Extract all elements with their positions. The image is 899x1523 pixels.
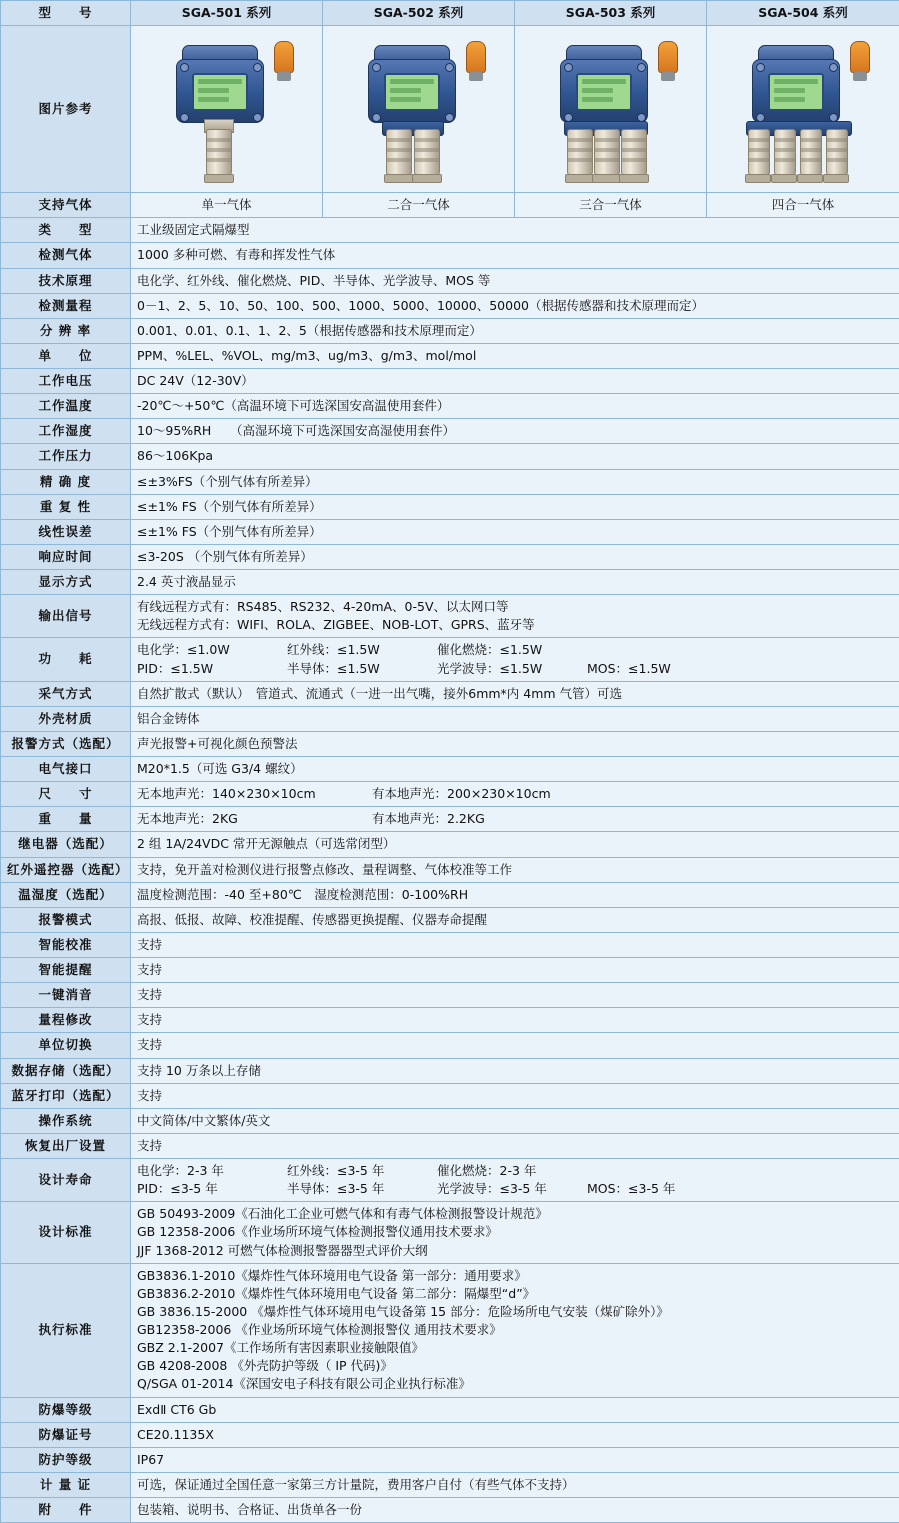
device-image-501 <box>131 26 323 193</box>
power-electrochemical: 电化学：≤1.0W <box>137 641 287 659</box>
size-without-alarm: 无本地声光：140×230×10cm <box>137 785 372 803</box>
lifetime-electrochemical: 电化学：2-3 年 <box>137 1162 287 1180</box>
output-signal-wireless: 无线远程方式有：WIFI、ROLA、ZIGBEE、NOB-LOT、GPRS、蓝牙等 <box>137 616 893 634</box>
power-pid: PID：≤1.5W <box>137 660 287 678</box>
power-semiconductor: 半导体：≤1.5W <box>287 660 437 678</box>
table-row-accuracy <box>1 469 899 494</box>
table-row-voltage <box>1 369 899 394</box>
lifetime-mos: MOS：≤3-5 年 <box>587 1180 675 1198</box>
table-row-bluetooth-print <box>1 1083 899 1108</box>
table-row-alarm-mode <box>1 907 899 932</box>
row-label-bluetooth-print: 蓝牙打印（选配） <box>1 1083 131 1108</box>
row-value-os: 中文简体/中文繁体/英文 <box>131 1108 899 1133</box>
row-value-unit-switch: 支持 <box>131 1033 899 1058</box>
table-row-temp-humidity-option <box>1 882 899 907</box>
table-row-resolution <box>1 318 899 343</box>
table-row-size <box>1 782 899 807</box>
device-image-503 <box>515 26 707 193</box>
row-label-response-time: 响应时间 <box>1 544 131 569</box>
row-label-voltage: 工作电压 <box>1 369 131 394</box>
row-value-type: 工业级固定式隔爆型 <box>131 218 899 243</box>
row-label-temp-humidity-option: 温湿度（选配） <box>1 882 131 907</box>
row-label-humidity: 工作湿度 <box>1 419 131 444</box>
weight-without-alarm: 无本地声光：2KG <box>137 810 372 828</box>
row-label-alarm-mode: 报警模式 <box>1 907 131 932</box>
row-label-type: 类 型 <box>1 218 131 243</box>
table-row-response-time <box>1 544 899 569</box>
table-row-images <box>1 26 899 193</box>
design-standard-line-2: GB 12358-2006《作业场所环境气体检测报警仪通用技术要求》 <box>137 1223 893 1241</box>
table-row-relay <box>1 832 899 857</box>
row-label-power: 功 耗 <box>1 638 131 681</box>
power-catalytic: 催化燃烧：≤1.5W <box>437 641 542 659</box>
row-value-ex-rating: ExdⅡ CT6 Gb <box>131 1397 899 1422</box>
row-label-repeatability: 重 复 性 <box>1 494 131 519</box>
row-value-voltage: DC 24V（12-30V） <box>131 369 899 394</box>
exec-standard-line-1: GB3836.1-2010《爆炸性气体环境用电气设备 第一部分：通用要求》 <box>137 1267 893 1285</box>
row-value-shell-material: 铝合金铸体 <box>131 706 899 731</box>
row-label-ex-rating: 防爆等级 <box>1 1397 131 1422</box>
table-row-display <box>1 570 899 595</box>
row-value-sampling: 自然扩散式（默认） 管道式、流通式（一进一出气嘴，接外6mm*内 4mm 气管）可选 <box>131 681 899 706</box>
design-standard-line-3: JJF 1368-2012 可燃气体检测报警器器型式评价大纲 <box>137 1242 893 1260</box>
row-label-unit: 单 位 <box>1 343 131 368</box>
row-label-exec-standard: 执行标准 <box>1 1263 131 1397</box>
supported-gas-502: 二合一气体 <box>323 193 515 218</box>
power-optical-waveguide: 光学波导：≤1.5W <box>437 660 587 678</box>
row-label-output-signal: 输出信号 <box>1 595 131 638</box>
row-value-temp-humidity-option: 温度检测范围：-40 至+80℃ 湿度检测范围：0-100%RH <box>131 882 899 907</box>
table-row-os <box>1 1108 899 1133</box>
table-row-temperature <box>1 394 899 419</box>
model-503: SGA-503 系列 <box>515 1 707 26</box>
weight-with-alarm: 有本地声光：2.2KG <box>372 810 485 828</box>
table-row-smart-reminder <box>1 958 899 983</box>
row-value-smart-reminder: 支持 <box>131 958 899 983</box>
row-label-alarm-method: 报警方式（选配） <box>1 731 131 756</box>
lifetime-semiconductor: 半导体：≤3-5 年 <box>287 1180 437 1198</box>
row-value-ip-rating: IP67 <box>131 1447 899 1472</box>
table-row-output-signal <box>1 595 899 638</box>
table-row-ex-rating <box>1 1397 899 1422</box>
row-label-factory-reset: 恢复出厂设置 <box>1 1133 131 1158</box>
table-row-type <box>1 218 899 243</box>
row-value-design-standard <box>131 1202 899 1263</box>
exec-standard-line-2: GB3836.2-2010《爆炸性气体环境用电气设备 第二部分：隔爆型“d”》 <box>137 1285 893 1303</box>
row-value-relay: 2 组 1A/24VDC 常开无源触点（可选常闭型） <box>131 832 899 857</box>
exec-standard-line-3: GB 3836.15-2000 《爆炸性气体环境用电气设备第 15 部分：危险场所电气安装（煤矿除外）》 <box>137 1303 893 1321</box>
row-label-unit-switch: 单位切换 <box>1 1033 131 1058</box>
row-value-metrology-certificate: 可选，保证通过全国任意一家第三方计量院，费用客户自付（有些气体不支持） <box>131 1472 899 1497</box>
size-with-alarm: 有本地声光：200×230×10cm <box>372 785 551 803</box>
row-value-technology: 电化学、红外线、催化燃烧、PID、半导体、光学波导、MOS 等 <box>131 268 899 293</box>
row-value-one-key-mute: 支持 <box>131 983 899 1008</box>
device-image-504 <box>707 26 899 193</box>
row-value-accuracy: ≤±3%FS（个别气体有所差异） <box>131 469 899 494</box>
row-value-power <box>131 638 899 681</box>
row-label-model: 型 号 <box>1 1 131 26</box>
row-value-output-signal <box>131 595 899 638</box>
row-label-range-modify: 量程修改 <box>1 1008 131 1033</box>
row-label-metrology-certificate: 计 量 证 <box>1 1472 131 1497</box>
table-row-design-standard <box>1 1202 899 1263</box>
row-label-range: 检测量程 <box>1 293 131 318</box>
table-row-electrical-interface <box>1 757 899 782</box>
row-value-range: 0－1、2、5、10、50、100、500、1000、5000、10000、50000（根据传感器和技术原理而定） <box>131 293 899 318</box>
table-row-linearity <box>1 519 899 544</box>
row-value-bluetooth-print: 支持 <box>131 1083 899 1108</box>
row-value-range-modify: 支持 <box>131 1008 899 1033</box>
table-row-data-storage <box>1 1058 899 1083</box>
table-row-design-lifetime <box>1 1159 899 1202</box>
row-label-electrical-interface: 电气接口 <box>1 757 131 782</box>
table-row-ip-rating <box>1 1447 899 1472</box>
row-label-linearity: 线性误差 <box>1 519 131 544</box>
table-row-range-modify <box>1 1008 899 1033</box>
row-value-linearity: ≤±1% FS（个别气体有所差异） <box>131 519 899 544</box>
row-label-ir-remote: 红外遥控器（选配） <box>1 857 131 882</box>
table-row-repeatability <box>1 494 899 519</box>
row-label-smart-calibration: 智能校准 <box>1 932 131 957</box>
supported-gas-504: 四合一气体 <box>707 193 899 218</box>
row-value-ex-certificate: CE20.1135X <box>131 1422 899 1447</box>
table-row-ir-remote <box>1 857 899 882</box>
model-504: SGA-504 系列 <box>707 1 899 26</box>
table-row-weight <box>1 807 899 832</box>
row-value-humidity: 10～95%RH （高湿环境下可选深国安高湿使用套件） <box>131 419 899 444</box>
row-label-relay: 继电器（选配） <box>1 832 131 857</box>
table-row-exec-standard <box>1 1263 899 1397</box>
table-row-technology <box>1 268 899 293</box>
row-label-supported-gas: 支持气体 <box>1 193 131 218</box>
row-label-accuracy: 精 确 度 <box>1 469 131 494</box>
row-label-one-key-mute: 一键消音 <box>1 983 131 1008</box>
exec-standard-line-4: GB12358-2006 《作业场所环境气体检测报警仪 通用技术要求》 <box>137 1321 893 1339</box>
row-value-repeatability: ≤±1% FS（个别气体有所差异） <box>131 494 899 519</box>
supported-gas-503: 三合一气体 <box>515 193 707 218</box>
model-502: SGA-502 系列 <box>323 1 515 26</box>
table-row-factory-reset <box>1 1133 899 1158</box>
table-row-range <box>1 293 899 318</box>
row-value-alarm-method: 声光报警+可视化颜色预警法 <box>131 731 899 756</box>
row-value-temperature: -20℃～+50℃（高温环境下可选深国安高温使用套件） <box>131 394 899 419</box>
row-label-sampling: 采气方式 <box>1 681 131 706</box>
table-row-detect-gas <box>1 243 899 268</box>
gas-detector-illustration-4 <box>728 33 878 185</box>
table-row-ex-certificate <box>1 1422 899 1447</box>
table-row-smart-calibration <box>1 932 899 957</box>
table-row-humidity <box>1 419 899 444</box>
row-value-response-time: ≤3-20S （个别气体有所差异） <box>131 544 899 569</box>
row-label-ip-rating: 防护等级 <box>1 1447 131 1472</box>
gas-detector-illustration-3 <box>536 33 686 185</box>
row-label-display: 显示方式 <box>1 570 131 595</box>
lifetime-pid: PID：≤3-5 年 <box>137 1180 287 1198</box>
row-value-accessories: 包装箱、说明书、合格证、出货单各一份 <box>131 1498 899 1523</box>
row-value-unit: PPM、%LEL、%VOL、mg/m3、ug/m3、g/m3、mol/mol <box>131 343 899 368</box>
table-row-pressure <box>1 444 899 469</box>
gas-detector-illustration-1 <box>152 33 302 185</box>
row-value-data-storage: 支持 10 万条以上存储 <box>131 1058 899 1083</box>
row-value-detect-gas: 1000 多种可燃、有毒和挥发性气体 <box>131 243 899 268</box>
row-label-technology: 技术原理 <box>1 268 131 293</box>
row-label-smart-reminder: 智能提醒 <box>1 958 131 983</box>
exec-standard-line-6: GB 4208-2008 《外壳防护等级（ IP 代码)》 <box>137 1357 893 1375</box>
row-value-alarm-mode: 高报、低报、故障、校准提醒、传感器更换提醒、仪器寿命提醒 <box>131 907 899 932</box>
row-label-design-standard: 设计标准 <box>1 1202 131 1263</box>
row-label-resolution: 分 辨 率 <box>1 318 131 343</box>
table-row-metrology-certificate <box>1 1472 899 1497</box>
row-label-ex-certificate: 防爆证号 <box>1 1422 131 1447</box>
exec-standard-line-7: Q/SGA 01-2014《深国安电子科技有限公司企业执行标准》 <box>137 1375 893 1393</box>
table-row-supported-gas <box>1 193 899 218</box>
row-label-image-reference: 图片参考 <box>1 26 131 193</box>
row-value-weight <box>131 807 899 832</box>
row-value-design-lifetime <box>131 1159 899 1202</box>
row-value-size <box>131 782 899 807</box>
lifetime-catalytic: 催化燃烧：2-3 年 <box>437 1162 536 1180</box>
row-value-exec-standard <box>131 1263 899 1397</box>
table-row-power <box>1 638 899 681</box>
row-value-electrical-interface: M20*1.5（可选 G3/4 螺纹） <box>131 757 899 782</box>
table-row-alarm-method <box>1 731 899 756</box>
row-label-shell-material: 外壳材质 <box>1 706 131 731</box>
row-label-temperature: 工作温度 <box>1 394 131 419</box>
output-signal-wired: 有线远程方式有：RS485、RS232、4-20mA、0-5V、以太网口等 <box>137 598 893 616</box>
table-row-shell-material <box>1 706 899 731</box>
model-501: SGA-501 系列 <box>131 1 323 26</box>
row-label-detect-gas: 检测气体 <box>1 243 131 268</box>
row-label-size: 尺 寸 <box>1 782 131 807</box>
row-label-data-storage: 数据存储（选配） <box>1 1058 131 1083</box>
row-value-factory-reset: 支持 <box>131 1133 899 1158</box>
power-mos: MOS：≤1.5W <box>587 660 671 678</box>
row-label-accessories: 附 件 <box>1 1498 131 1523</box>
table-row-one-key-mute <box>1 983 899 1008</box>
row-value-display: 2.4 英寸液晶显示 <box>131 570 899 595</box>
device-image-502 <box>323 26 515 193</box>
row-value-smart-calibration: 支持 <box>131 932 899 957</box>
exec-standard-line-5: GBZ 2.1-2007《工作场所有害因素职业接触限值》 <box>137 1339 893 1357</box>
row-value-resolution: 0.001、0.01、0.1、1、2、5（根据传感器和技术原理而定） <box>131 318 899 343</box>
lifetime-optical-waveguide: 光学波导：≤3-5 年 <box>437 1180 587 1198</box>
row-value-ir-remote: 支持，免开盖对检测仪进行报警点修改、量程调整、气体校准等工作 <box>131 857 899 882</box>
lifetime-infrared: 红外线：≤3-5 年 <box>287 1162 437 1180</box>
row-label-weight: 重 量 <box>1 807 131 832</box>
supported-gas-501: 单一气体 <box>131 193 323 218</box>
row-label-pressure: 工作压力 <box>1 444 131 469</box>
power-infrared: 红外线：≤1.5W <box>287 641 437 659</box>
table-row-model <box>1 1 899 26</box>
table-row-sampling <box>1 681 899 706</box>
table-row-unit <box>1 343 899 368</box>
table-row-unit-switch <box>1 1033 899 1058</box>
row-value-pressure: 86～106Kpa <box>131 444 899 469</box>
table-row-accessories <box>1 1498 899 1523</box>
row-label-design-lifetime: 设计寿命 <box>1 1159 131 1202</box>
row-label-os: 操作系统 <box>1 1108 131 1133</box>
design-standard-line-1: GB 50493-2009《石油化工企业可燃气体和有毒气体检测报警设计规范》 <box>137 1205 893 1223</box>
gas-detector-illustration-2 <box>344 33 494 185</box>
